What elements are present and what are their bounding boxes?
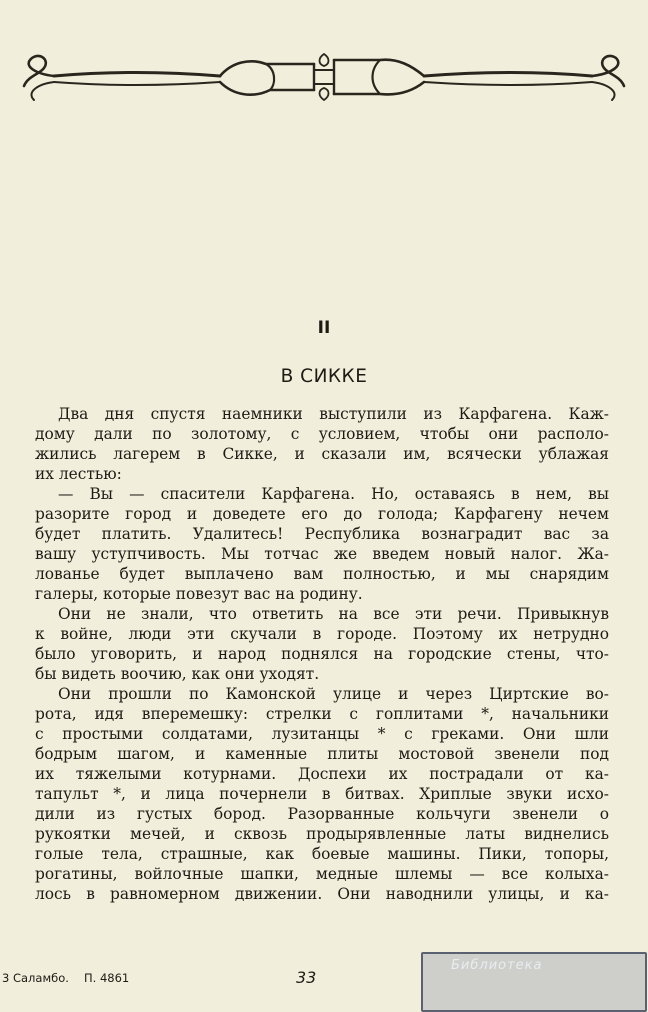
text-line: — Вы — спасители Карфагена. Но, оставаясь в нем, вы bbox=[58, 485, 609, 503]
chapter-title: В СИККЕ bbox=[280, 366, 368, 387]
text-line: тапульт *, и лица почернели в битвах. Хриплые звуки исхо- bbox=[35, 785, 609, 803]
text-line: Два дня спустя наемники выступили из Карфагена. Каж- bbox=[58, 405, 609, 423]
text-line: лованье будет выплачено вам полностью, и мы снарядим bbox=[35, 565, 609, 583]
text-line: лось в равномерном движении. Они наводнили улицы, и ка- bbox=[35, 885, 609, 903]
text-line: Они прошли по Камонской улице и через Циртские во- bbox=[58, 685, 609, 703]
text-line: их тяжелыми котурнами. Доспехи их пострадали от ка- bbox=[35, 765, 609, 783]
text-line: дому дали по золотому, с условием, чтобы они располо- bbox=[35, 425, 609, 443]
text-line: дили из густых бород. Разорванные кольчуги звенели о bbox=[35, 805, 609, 823]
text-line: жились лагерем в Сикке, и сказали им, всячески ублажая bbox=[35, 445, 609, 463]
text-line: их лестью: bbox=[35, 465, 122, 483]
page-number: 33 bbox=[296, 968, 317, 987]
library-stamp bbox=[421, 952, 647, 1012]
text-line: с простыми солдатами, лузитанцы * с греками. Они шли bbox=[35, 725, 609, 743]
chapter-number: II bbox=[317, 318, 331, 338]
text-line: рота, идя вперемешку: стрелки с гоплитами *, начальники bbox=[35, 705, 609, 723]
text-line: бодрым шагом, и каменные плиты мостовой звенели под bbox=[35, 745, 609, 763]
text-line: рогатины, войлочные шапки, медные шлемы — все колыха- bbox=[35, 865, 609, 883]
text-line: было уговорить, и народ поднялся на городские стены, что- bbox=[35, 645, 609, 663]
text-line: рукоятки мечей, и сквозь продырявленные латы виднелись bbox=[35, 825, 609, 843]
print-order-number: П. 4861 bbox=[84, 971, 130, 985]
stamp-text: Библиотека bbox=[451, 958, 543, 973]
signature-mark: 3 Саламбо. bbox=[2, 971, 69, 985]
text-line: Они не знали, что ответить на все эти речи. Привыкнув bbox=[58, 605, 609, 623]
text-line: вашу уступчивость. Мы тотчас же введем новый налог. Жа- bbox=[35, 545, 609, 563]
text-line: разорите город и доведете его до голода; Карфагену нечем bbox=[35, 505, 609, 523]
text-line: будет платить. Удалитесь! Республика вознаградит вас за bbox=[35, 525, 609, 543]
text-line: галеры, которые повезут вас на родину. bbox=[35, 585, 363, 603]
text-line: к войне, люди эти скучали в городе. Поэтому их нетрудно bbox=[35, 625, 609, 643]
text-line: бы видеть воочию, как они уходят. bbox=[35, 665, 320, 683]
decorative-headpiece-ornament bbox=[14, 36, 634, 126]
text-line: голые тела, страшные, как боевые машины. Пики, топоры, bbox=[35, 845, 609, 863]
